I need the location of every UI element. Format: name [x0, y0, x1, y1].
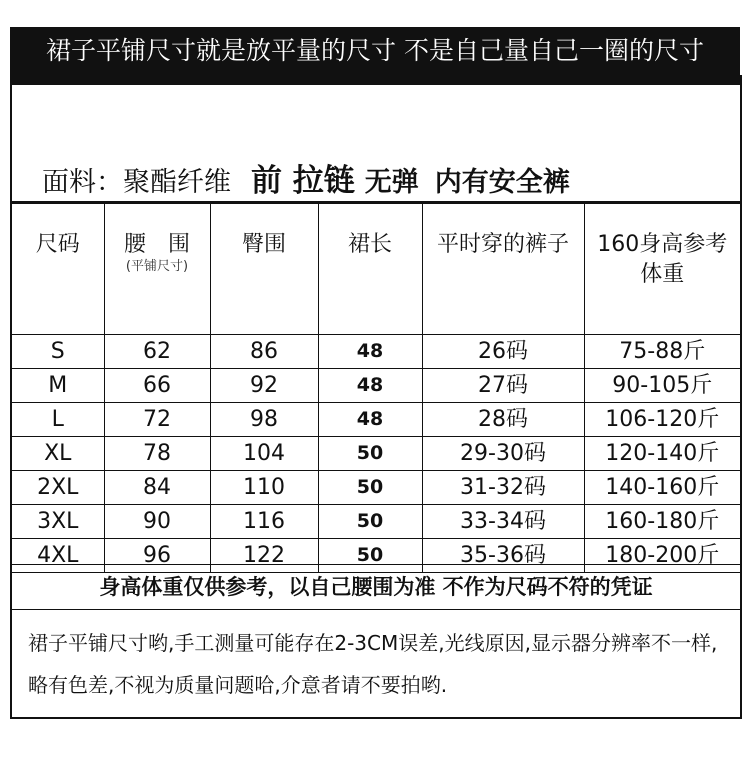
- cell-waist: 72: [104, 403, 210, 437]
- fabric-stretch: 无弹: [364, 167, 419, 198]
- size-chart: [10, 75, 742, 719]
- cell-waist: 66: [104, 369, 210, 403]
- cell-size: M: [12, 369, 104, 403]
- cell-pants-size: 31-32码: [422, 471, 584, 505]
- table-row: [12, 403, 740, 437]
- table-row: [12, 335, 740, 369]
- measurement-notice: 裙子平铺尺寸哟,手工测量可能存在2-3CM误差,光线原因,显示器分辨率不一样,略有色差,不视为质量问题哈,介意者请不要拍哟.: [28, 631, 718, 697]
- header-pants-size: 平时穿的裤子: [422, 204, 584, 335]
- cell-weight: 160-180斤: [584, 505, 740, 539]
- cell-pants-size: 29-30码: [422, 437, 584, 471]
- cell-length: 50: [318, 539, 422, 573]
- cell-size: 3XL: [12, 505, 104, 539]
- cell-size: 4XL: [12, 539, 104, 573]
- cell-waist: 90: [104, 505, 210, 539]
- fabric-lining: 内有安全裤: [434, 167, 570, 198]
- cell-weight: 75-88斤: [584, 335, 740, 369]
- header-size: 尺码: [12, 204, 104, 335]
- cell-length: 50: [318, 471, 422, 505]
- cell-weight: 180-200斤: [584, 539, 740, 573]
- table-row: [12, 471, 740, 505]
- cell-hip: 104: [210, 437, 318, 471]
- cell-pants-size: 28码: [422, 403, 584, 437]
- cell-hip: 116: [210, 505, 318, 539]
- header-waist: 腰 围 (平铺尺寸): [104, 204, 210, 335]
- cell-size: 2XL: [12, 471, 104, 505]
- cell-pants-size: 33-34码: [422, 505, 584, 539]
- cell-waist: 78: [104, 437, 210, 471]
- table-row: [12, 505, 740, 539]
- cell-weight: 140-160斤: [584, 471, 740, 505]
- disclaimer-note: 身高体重仅供参考，以自己腰围为准 不作为尺码不符的凭证: [12, 564, 740, 610]
- header-length: 裙长: [318, 204, 422, 335]
- cell-length: 50: [318, 505, 422, 539]
- cell-weight: 106-120斤: [584, 403, 740, 437]
- cell-length: 48: [318, 335, 422, 369]
- cell-waist: 62: [104, 335, 210, 369]
- cell-length: 48: [318, 403, 422, 437]
- cell-size: L: [12, 403, 104, 437]
- table-header-row: [12, 204, 740, 335]
- fabric-zipper: 前 拉链: [251, 163, 355, 199]
- cell-hip: 98: [210, 403, 318, 437]
- cell-pants-size: 26码: [422, 335, 584, 369]
- cell-size: S: [12, 335, 104, 369]
- header-hip: 臀围: [210, 204, 318, 335]
- cell-size: XL: [12, 437, 104, 471]
- cell-waist: 84: [104, 471, 210, 505]
- cell-pants-size: 35-36码: [422, 539, 584, 573]
- header-weight: 160身高参考体重: [584, 204, 740, 335]
- cell-length: 48: [318, 369, 422, 403]
- cell-hip: 122: [210, 539, 318, 573]
- fabric-info: [12, 77, 740, 203]
- cell-hip: 86: [210, 335, 318, 369]
- size-table: [12, 203, 740, 573]
- header-banner: 裙子平铺尺寸就是放平量的尺寸 不是自己量自己一圈的尺寸: [10, 27, 740, 75]
- cell-pants-size: 27码: [422, 369, 584, 403]
- cell-hip: 110: [210, 471, 318, 505]
- table-row: [12, 369, 740, 403]
- cell-length: 50: [318, 437, 422, 471]
- fabric-material: 面料：聚酯纤维: [42, 167, 231, 198]
- cell-hip: 92: [210, 369, 318, 403]
- divider: [12, 77, 740, 85]
- cell-waist: 96: [104, 539, 210, 573]
- cell-weight: 90-105斤: [584, 369, 740, 403]
- cell-weight: 120-140斤: [584, 437, 740, 471]
- table-row: [12, 437, 740, 471]
